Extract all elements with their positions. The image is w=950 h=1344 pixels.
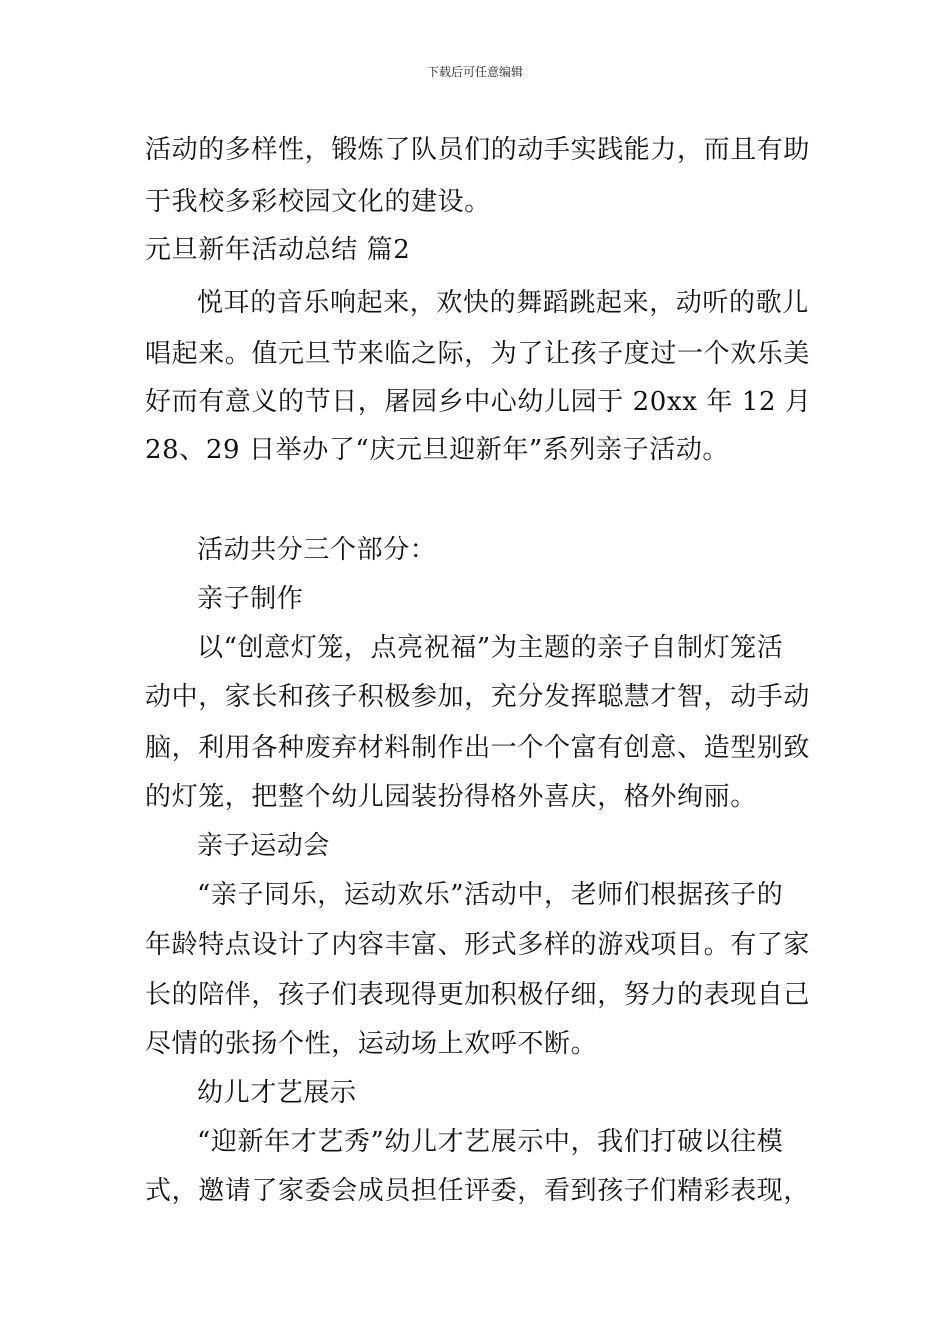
text-line: “亲子同乐，运动欢乐”活动中，老师们根据孩子的 [197, 880, 784, 910]
text-line: 长的陪伴，孩子们表现得更加积极仔细，努力的表现自己 [145, 980, 811, 1010]
text-line: 悦耳的音乐响起来，欢快的舞蹈跳起来，动听的歌儿 [197, 288, 809, 318]
text-line: 脑，利用各种废弃材料制作出一个个富有创意、造型别致 [145, 733, 811, 763]
text-line: 好而有意义的节日，屠园乡中心幼儿园于 20xx 年 12 月 [145, 387, 812, 417]
subheading: 亲子运动会 [197, 831, 331, 861]
page-header: 下载后可任意编辑 [426, 65, 523, 79]
text-line: “迎新年才艺秀”幼儿才艺展示中，我们打破以往模 [197, 1127, 784, 1157]
section-heading: 元旦新年活动总结 篇2 [145, 235, 411, 265]
text-line: 以“创意灯笼，点亮祝福”为主题的亲子自制灯笼活 [197, 633, 784, 663]
text-line: 于我校多彩校园文化的建设。 [145, 187, 491, 217]
subheading: 亲子制作 [197, 584, 304, 614]
text-line: 28、29 日举办了“庆元旦迎新年”系列亲子活动。 [145, 435, 730, 465]
text-line: 唱起来。值元旦节来临之际，为了让孩子度过一个欢乐美 [145, 339, 811, 369]
subheading: 幼儿才艺展示 [197, 1078, 357, 1108]
text-line: 尽情的张扬个性，运动场上欢呼不断。 [145, 1029, 598, 1059]
text-line: 的灯笼，把整个幼儿园装扮得格外喜庆，格外绚丽。 [145, 782, 757, 812]
text-line: 式，邀请了家委会成员担任评委，看到孩子们精彩表现， [145, 1176, 811, 1206]
text-line: 活动共分三个部分： [197, 535, 437, 565]
text-line: 动中，家长和孩子积极参加，充分发挥聪慧才智，动手动 [145, 682, 811, 712]
text-line: 活动的多样性，锻炼了队员们的动手实践能力，而且有助 [145, 135, 811, 165]
text-line: 年龄特点设计了内容丰富、形式多样的游戏项目。有了家 [145, 930, 811, 960]
